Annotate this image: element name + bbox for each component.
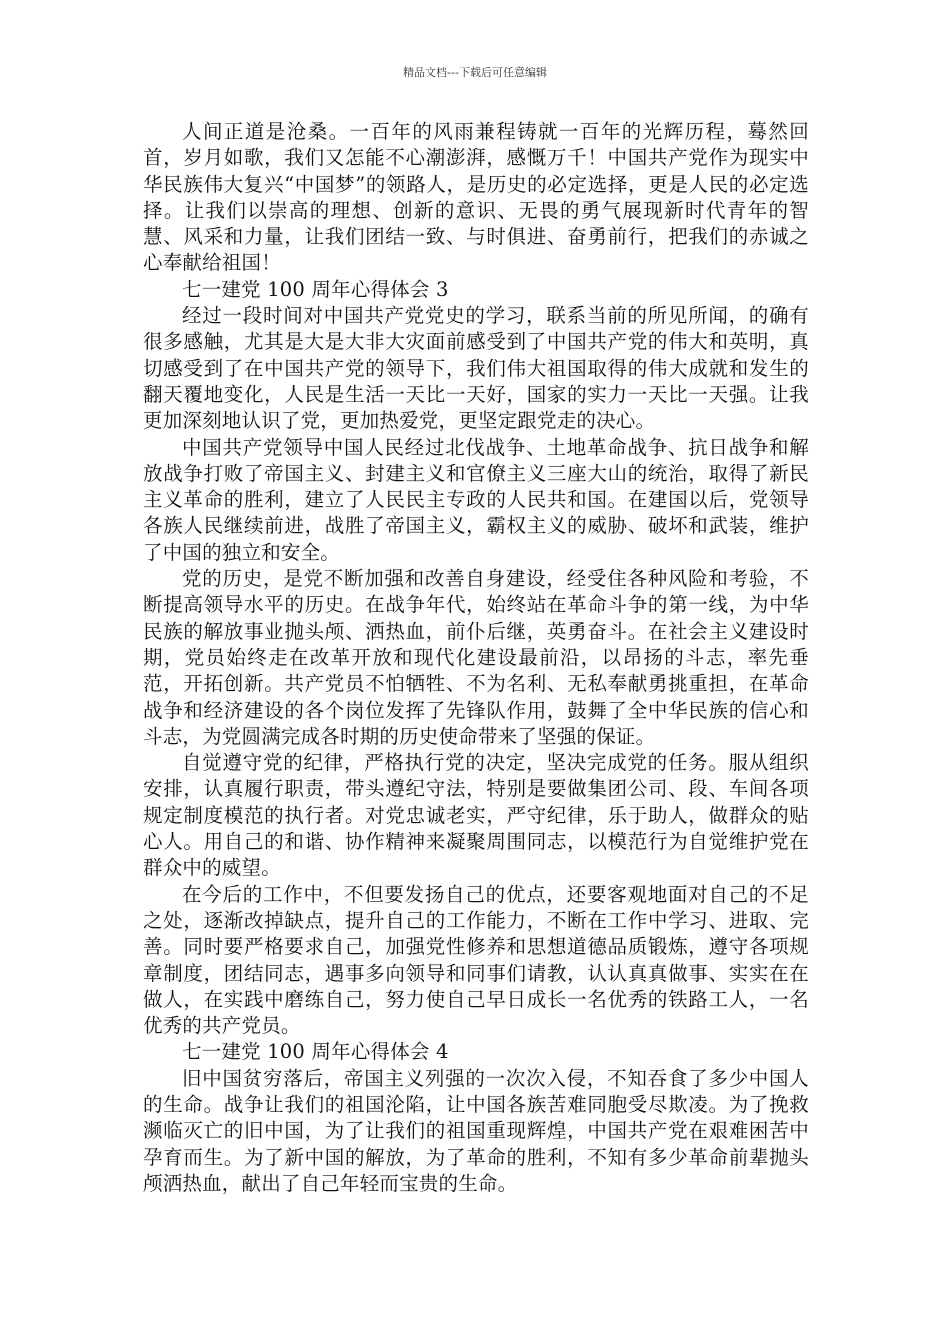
- page-header: 精品文档---下载后可任意编辑: [403, 66, 547, 79]
- document-body: [143, 119, 809, 1197]
- paragraph: 在今后的工作中，不但要发扬自己的优点，还要客观地面对自己的不足之处，逐渐改掉缺点，提升自己的工作能力，不断在工作中学习、进取、完善。同时要严格要求自己，加强党性修养和思想道德品质锻炼，遵守各项规章制度，团结同志，遇事多向领导和同事们请教，认认真真做事、实实在在做人，在实践中磨练自己，努力使自己早日成长一名优秀的铁路工人，一名优秀的共产党员。: [143, 882, 809, 1038]
- paragraph: 中国共产党领导中国人民经过北伐战争、土地革命战争、抗日战争和解放战争打败了帝国主义、封建主义和官僚主义三座大山的统治，取得了新民主义革命的胜利，建立了人民民主专政的人民共和国。在建国以后，党领导各族人民继续前进，战胜了帝国主义，霸权主义的威胁、破坏和武装，维护了中国的独立和安全。: [143, 435, 809, 564]
- paragraph-intro: 人间正道是沧桑。一百年的风雨兼程铸就一百年的光辉历程，蓦然回首，岁月如歌，我们又怎能不心潮澎湃，感慨万千！中国共产党作为现实中华民族伟大复兴“中国梦”的领路人，是历史的必定选择，更是人民的必定选择。让我们以崇高的理想、创新的意识、无畏的勇气展现新时代青年的智慧、风采和力量，让我们团结一致、与时俱进、奋勇前行，把我们的赤诚之心奉献给祖国！: [143, 120, 809, 275]
- section-heading-4: 七一建党 100 周年心得体会 4: [182, 1040, 449, 1064]
- paragraph: 旧中国贫穷落后，帝国主义列强的一次次入侵，不知吞食了多少中国人的生命。战争让我们的祖国沦陷，让中国各族苦难同胞受尽欺凌。为了挽救濒临灭亡的旧中国，为了让我们的祖国重现辉煌，中国共产党在艰难困苦中孕育而生。为了新中国的解放，为了革命的胜利，不知有多少革命前辈抛头颅洒热血，献出了自己年轻而宝贵的生命。: [143, 1066, 809, 1195]
- paragraph: 党的历史，是党不断加强和改善自身建设，经受住各种风险和考验，不断提高领导水平的历史。在战争年代，始终站在革命斗争的第一线，为中华民族的解放事业抛头颅、洒热血，前仆后继，英勇奋斗。在社会主义建设时期，党员始终走在改革开放和现代化建设最前沿，以昂扬的斗志，率先垂范，开拓创新。共产党员不怕牺牲、不为名利、无私奉献勇挑重担，在革命战争和经济建设的各个岗位发挥了先锋队作用，鼓舞了全中华民族的信心和斗志，为党圆满完成各时期的历史使命带来了坚强的保证。: [143, 567, 809, 748]
- section-heading-3: 七一建党 100 周年心得体会 3: [182, 277, 449, 301]
- paragraph: 经过一段时间对中国共产党党史的学习，联系当前的所见所闻，的确有很多感触，尤其是大是大非大灾面前感受到了中国共产党的伟大和英明，真切感受到了在中国共产党的领导下，我们伟大祖国取得的伟大成就和发生的翻天覆地变化，人民是生活一天比一天好，国家的实力一天比一天强。让我更加深刻地认识了党，更加热爱党，更坚定跟党走的决心。: [143, 304, 809, 433]
- paragraph: 自觉遵守党的纪律，严格执行党的决定，坚决完成党的任务。服从组织安排，认真履行职责，带头遵纪守法，特别是要做集团公司、段、车间各项规定制度模范的执行者。对党忠诚老实，严守纪律，乐于助人，做群众的贴心人。用自己的和谐、协作精神来凝聚周围同志，以模范行为自觉维护党在群众中的威望。: [143, 751, 809, 880]
